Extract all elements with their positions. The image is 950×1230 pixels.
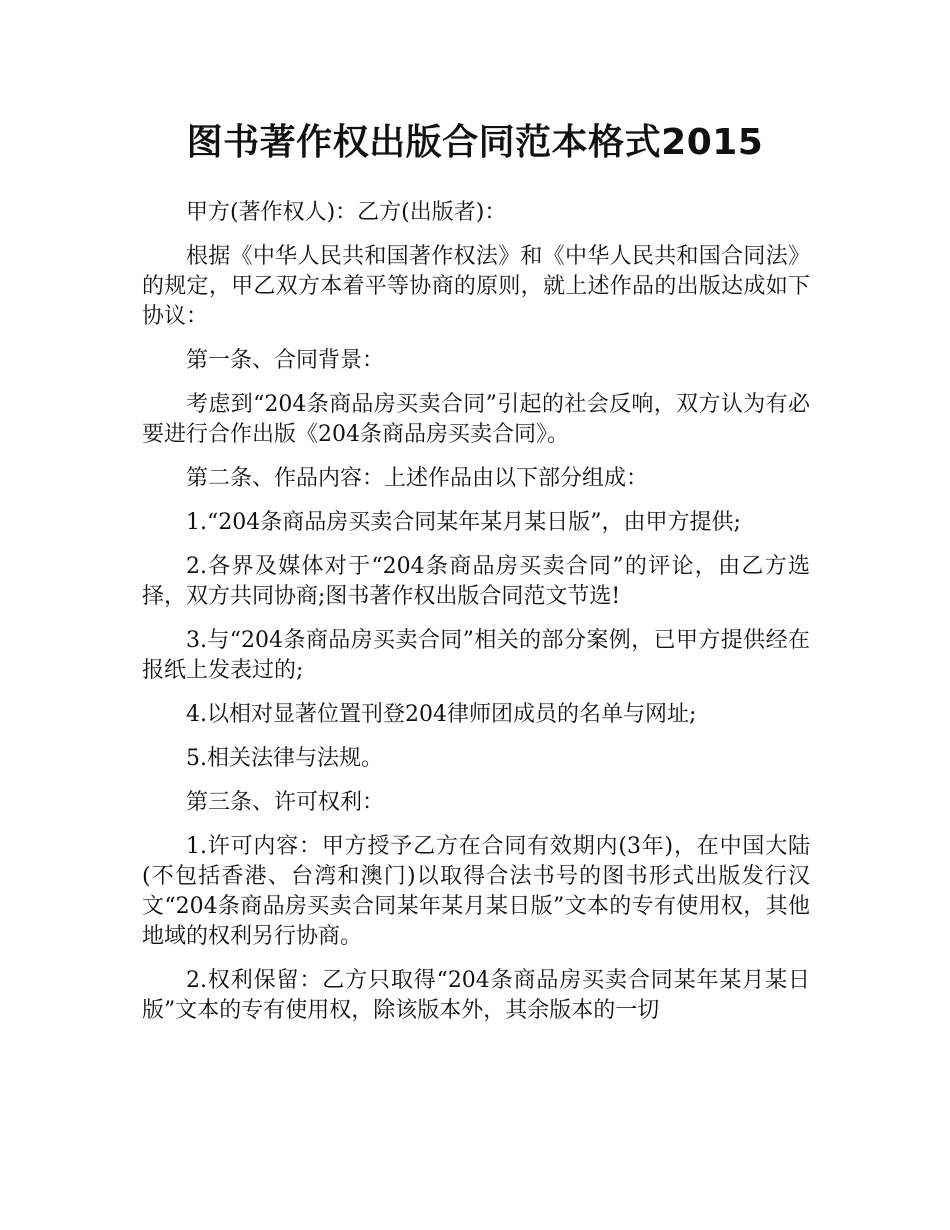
paragraph-article-2-item-4: 4.以相对显著位置刊登204律师团成员的名单与网址; [186, 702, 697, 727]
paragraph-preamble: 根据《中华人民共和国著作权法》和《中华人民共和国合同法》的规定，甲乙双方本着平等协商的原则，就上述作品的出版达成如下协议： [142, 244, 810, 329]
paragraph-article-1-body: 考虑到“204条商品房买卖合同”引起的社会反响，双方认为有必要进行合作出版《204条商品房买卖合同》。 [142, 392, 810, 447]
paragraph-article-2-item-3: 3.与“204条商品房买卖合同”相关的部分案例，已甲方提供经在报纸上发表过的; [142, 628, 810, 683]
paragraph-article-1-heading: 第一条、合同背景： [186, 348, 385, 373]
paragraph-article-2-item-1: 1.“204条商品房买卖合同某年某月某日版”，由甲方提供; [186, 510, 741, 535]
paragraph-article-3-item-1: 1.许可内容：甲方授予乙方在合同有效期内(3年)，在中国大陆(不包括香港、台湾和澳门)以取得合法书号的图书形式出版发行汉文“204条商品房买卖合同某年某月某日版”文本的专有使用权，其他地域的权利另行协商。 [142, 834, 810, 949]
document-title: 图书著作权出版合同范本格式2015 [186, 122, 764, 163]
paragraph-article-2-item-5: 5.相关法律与法规。 [186, 746, 383, 771]
paragraph-parties: 甲方(著作权人)：乙方(出版者)： [186, 200, 507, 225]
paragraph-article-2-item-2: 2.各界及媒体对于“204条商品房买卖合同”的评论，由乙方选择，双方共同协商;图书著作权出版合同范文节选! [142, 554, 810, 609]
paragraph-article-2-heading: 第二条、作品内容：上述作品由以下部分组成： [186, 466, 649, 491]
paragraph-article-3-heading: 第三条、许可权利： [186, 790, 385, 815]
document-body [142, 198, 810, 1040]
paragraph-article-3-item-2: 2.权利保留：乙方只取得“204条商品房买卖合同某年某月某日版”文本的专有使用权，除该版本外，其余版本的一切 [142, 968, 810, 1023]
